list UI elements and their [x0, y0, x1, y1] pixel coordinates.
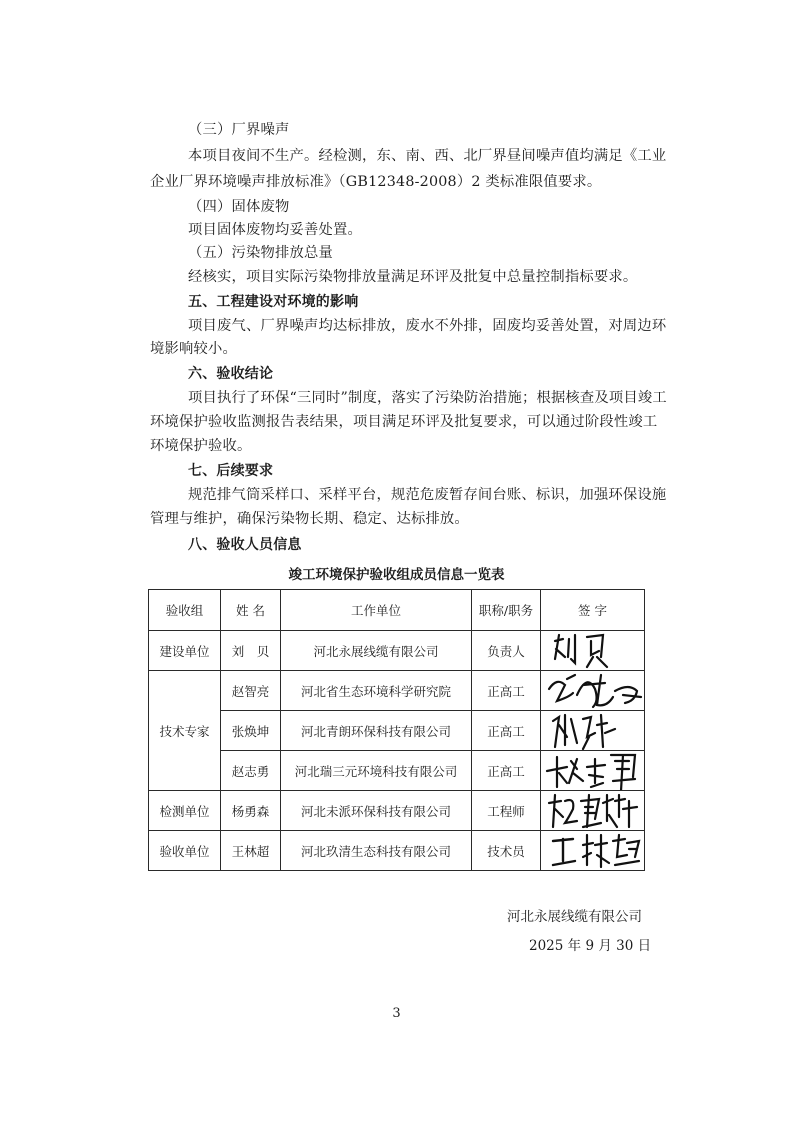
header-title: 职称/职务	[472, 590, 541, 631]
header-name: 姓 名	[221, 590, 281, 631]
table-header-row	[149, 590, 645, 631]
signature-cell	[541, 631, 645, 671]
member-name: 赵智亮	[221, 671, 281, 711]
member-name: 杨勇森	[221, 791, 281, 831]
header-signature: 签 字	[541, 590, 645, 631]
table-row	[149, 831, 645, 871]
handwritten-signature	[543, 751, 643, 791]
handwritten-signature	[543, 671, 643, 711]
group-cell: 检测单位	[149, 791, 221, 831]
table-caption: 竣工环境保护验收组成员信息一览表	[288, 567, 505, 583]
noise-heading: （三）厂界噪声	[188, 122, 290, 138]
header-org: 工作单位	[281, 590, 472, 631]
member-org: 河北省生态环境科学研究院	[281, 671, 472, 711]
signature-cell	[541, 751, 645, 791]
signature-cell	[541, 831, 645, 871]
noise-body-line-1: 本项目夜间不生产。经检测，东、南、西、北厂界昼间噪声值均满足《工业	[188, 148, 667, 164]
page-number: 3	[392, 1006, 401, 1021]
member-name: 张焕坤	[221, 711, 281, 751]
conclusion-body-line-2: 环境保护验收监测报告表结果，项目满足环评及批复要求，可以通过阶段性竣工	[150, 414, 658, 430]
member-org: 河北未派环保科技有限公司	[281, 791, 472, 831]
solid-waste-heading: （四）固体废物	[188, 199, 290, 215]
group-cell: 技术专家	[149, 671, 221, 791]
footer-date: 2025 年 9 月 30 日	[529, 938, 652, 954]
handwritten-signature	[543, 631, 643, 671]
impact-heading: 五、工程建设对环境的影响	[188, 294, 359, 310]
signature-cell	[541, 791, 645, 831]
member-title: 工程师	[472, 791, 541, 831]
member-name: 王林超	[221, 831, 281, 871]
followup-body-line-2: 管理与维护，确保污染物长期、稳定、达标排放。	[150, 511, 469, 527]
member-title: 技术员	[472, 831, 541, 871]
members-heading: 八、验收人员信息	[188, 537, 302, 553]
handwritten-signature	[543, 711, 643, 751]
member-title: 正高工	[472, 751, 541, 791]
header-group: 验收组	[149, 590, 221, 631]
member-org: 河北青朗环保科技有限公司	[281, 711, 472, 751]
member-org: 河北瑞三元环境科技有限公司	[281, 751, 472, 791]
emission-total-heading: （五）污染物排放总量	[188, 245, 333, 261]
member-org: 河北玖清生态科技有限公司	[281, 831, 472, 871]
table-row	[149, 751, 645, 791]
conclusion-body-line-1: 项目执行了环保“三同时”制度，落实了污染防治措施；根据核查及项目竣工	[188, 390, 667, 406]
conclusion-body-line-3: 环境保护验收。	[150, 438, 252, 454]
member-name: 刘 贝	[221, 631, 281, 671]
member-title: 正高工	[472, 711, 541, 751]
impact-body-line-2: 境影响较小。	[150, 341, 237, 357]
members-table	[148, 589, 645, 871]
table-row	[149, 671, 645, 711]
signature-cell	[541, 711, 645, 751]
group-cell: 建设单位	[149, 631, 221, 671]
handwritten-signature	[543, 831, 643, 871]
conclusion-heading: 六、验收结论	[188, 366, 274, 382]
table-row	[149, 791, 645, 831]
footer-company: 河北永展线缆有限公司	[507, 909, 642, 925]
table-row	[149, 631, 645, 671]
member-title: 负责人	[472, 631, 541, 671]
followup-body-line-1: 规范排气筒采样口、采样平台，规范危废暂存间台账、标识，加强环保设施	[188, 487, 667, 503]
signature-cell	[541, 671, 645, 711]
table-row	[149, 711, 645, 751]
group-cell: 验收单位	[149, 831, 221, 871]
member-title: 正高工	[472, 671, 541, 711]
handwritten-signature	[543, 791, 643, 831]
followup-heading: 七、后续要求	[188, 463, 274, 479]
solid-waste-body: 项目固体废物均妥善处置。	[188, 222, 362, 238]
member-name: 赵志勇	[221, 751, 281, 791]
noise-body-line-2: 企业厂界环境噪声排放标准》（GB12348-2008）2 类标准限值要求。	[150, 174, 602, 190]
emission-total-body: 经核实，项目实际污染物排放量满足环评及批复中总量控制指标要求。	[188, 269, 638, 285]
impact-body-line-1: 项目废气、厂界噪声均达标排放，废水不外排，固废均妥善处置，对周边环	[188, 318, 667, 334]
member-org: 河北永展线缆有限公司	[281, 631, 472, 671]
